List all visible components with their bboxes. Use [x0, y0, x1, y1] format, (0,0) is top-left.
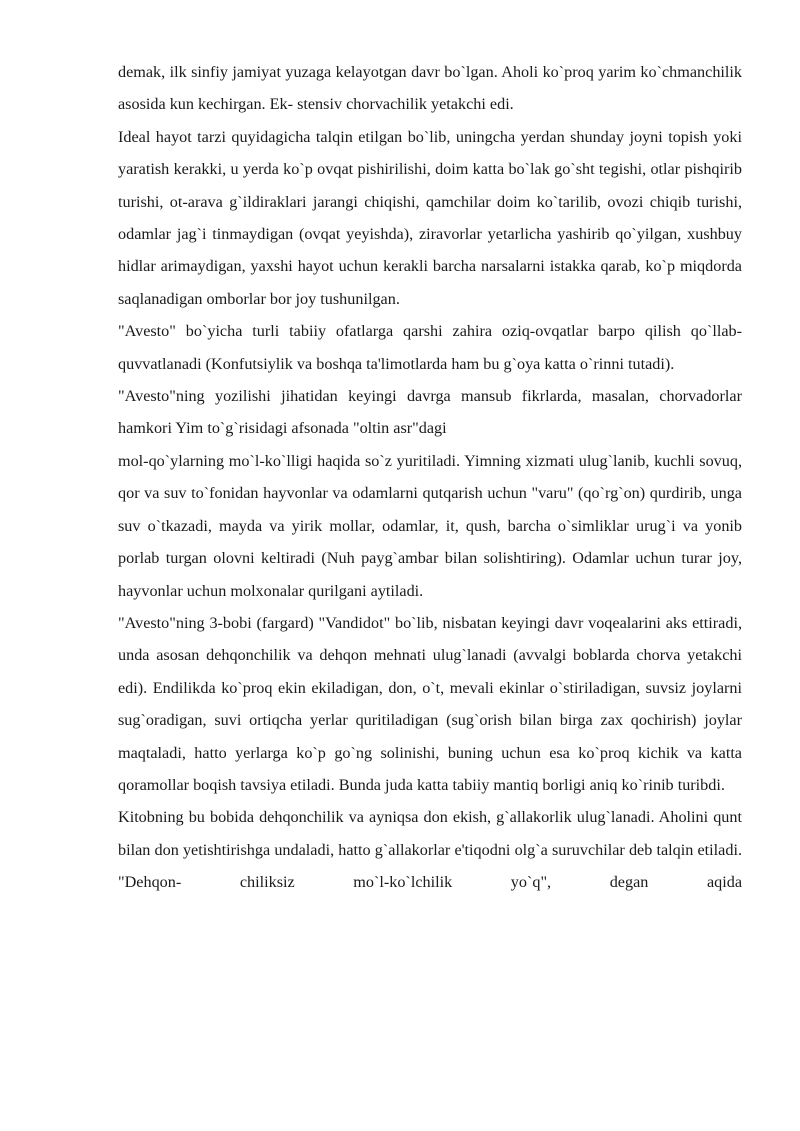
paragraph: Ideal hayot tarzi quyidagicha talqin etilgan bo`lib, uningcha yerdan shunday joyni topish yoki yaratish kerakki, u yerda ko`p ovqat pishirilishi, doim katta bo`lak go`sht tegishi, otlar pishqirib turishi, ot-arava g`ildiraklari jarangi chiqishi, qamchilar doim ko`tarilib, ovozi chiqib turishi, odamlar jag`i tinmaydigan (ovqat yeyishda), ziravorlar yetarlicha yashirib qo`yilgan, xushbuy hidlar arimaydigan, yaxshi hayot uchun kerakli barcha narsalarni istakka qarab, ko`p miqdorda saqlanadigan omborlar bor joy tushunilgan.	[118, 127, 742, 308]
paragraph: "Avesto"ning yozilishi jihatidan keyingi davrga mansub fikrlarda, masalan, chorvadorlar hamkori Yim to`g`risidagi afsonada "oltin asr"dagi	[118, 387, 742, 438]
paragraph: Kitobning bu bobida dehqonchilik va ayniqsa don ekish, g`allakorlik ulug`lanadi. Aholini qunt bilan don yetishtirishga undaladi, hatto g`allakorlar e'tiqodni olg`a suruvchilar deb talqin etiladi. "Dehqon- chiliksiz mo`l-ko`lchilik yo`q", degan aqida	[118, 808, 742, 892]
paragraph: "Avesto" bo`yicha turli tabiiy ofatlarga qarshi zahira oziq-ovqatlar barpo qilish qo`llab-quvvatlanadi (Konfutsiylik va boshqa ta'limotlarda ham bu g`oya katta o`rinni tutadi).	[118, 322, 742, 373]
paragraph: "Avesto"ning 3-bobi (fargard) "Vandidot" bo`lib, nisbatan keyingi davr voqealarini aks ettiradi, unda asosan dehqonchilik va dehqon mehnati ulug`lanadi (avvalgi boblarda chorva yetakchi edi). Endilikda ko`proq ekin ekiladigan, don, o`t, mevali ekinlar o`stiriladigan, suvsiz joylarni sug`oradigan, suvi ortiqcha yerlar quritiladigan (sug`orish bilan birga zax qochirish) joylar maqtaladi, hatto yerlarga ko`p go`ng solinishi, buning uchun esa ko`proq kichik va katta qoramollar boqish tavsiya etiladi. Bunda juda katta tabiiy mantiq borligi aniq ko`rinib turibdi.	[118, 613, 742, 794]
paragraph: mol-qo`ylarning mo`l-ko`lligi haqida so`z yuritiladi. Yimning xizmati ulug`lanib, kuchli sovuq, qor va suv to`fonidan hayvonlar va odamlarni qutqarish uchun "varu" (qo`rg`on) qurdirib, unga suv o`tkazadi, mayda va yirik mollar, odamlar, it, qush, barcha o`simliklar urug`i va yonib porlab turgan olovni keltiradi (Nuh payg`ambar bilan solishtiring). Odamlar uchun turar joy, hayvonlar uchun molxonalar qurilgani aytiladi.	[118, 451, 742, 600]
document-page	[118, 56, 742, 899]
paragraph: demak, ilk sinfiy jamiyat yuzaga kelayotgan davr bo`lgan. Aholi ko`proq yarim ko`chmanchilik asosida kun kechirgan. Ek- stensiv chorvachilik yetakchi edi.	[118, 63, 742, 114]
